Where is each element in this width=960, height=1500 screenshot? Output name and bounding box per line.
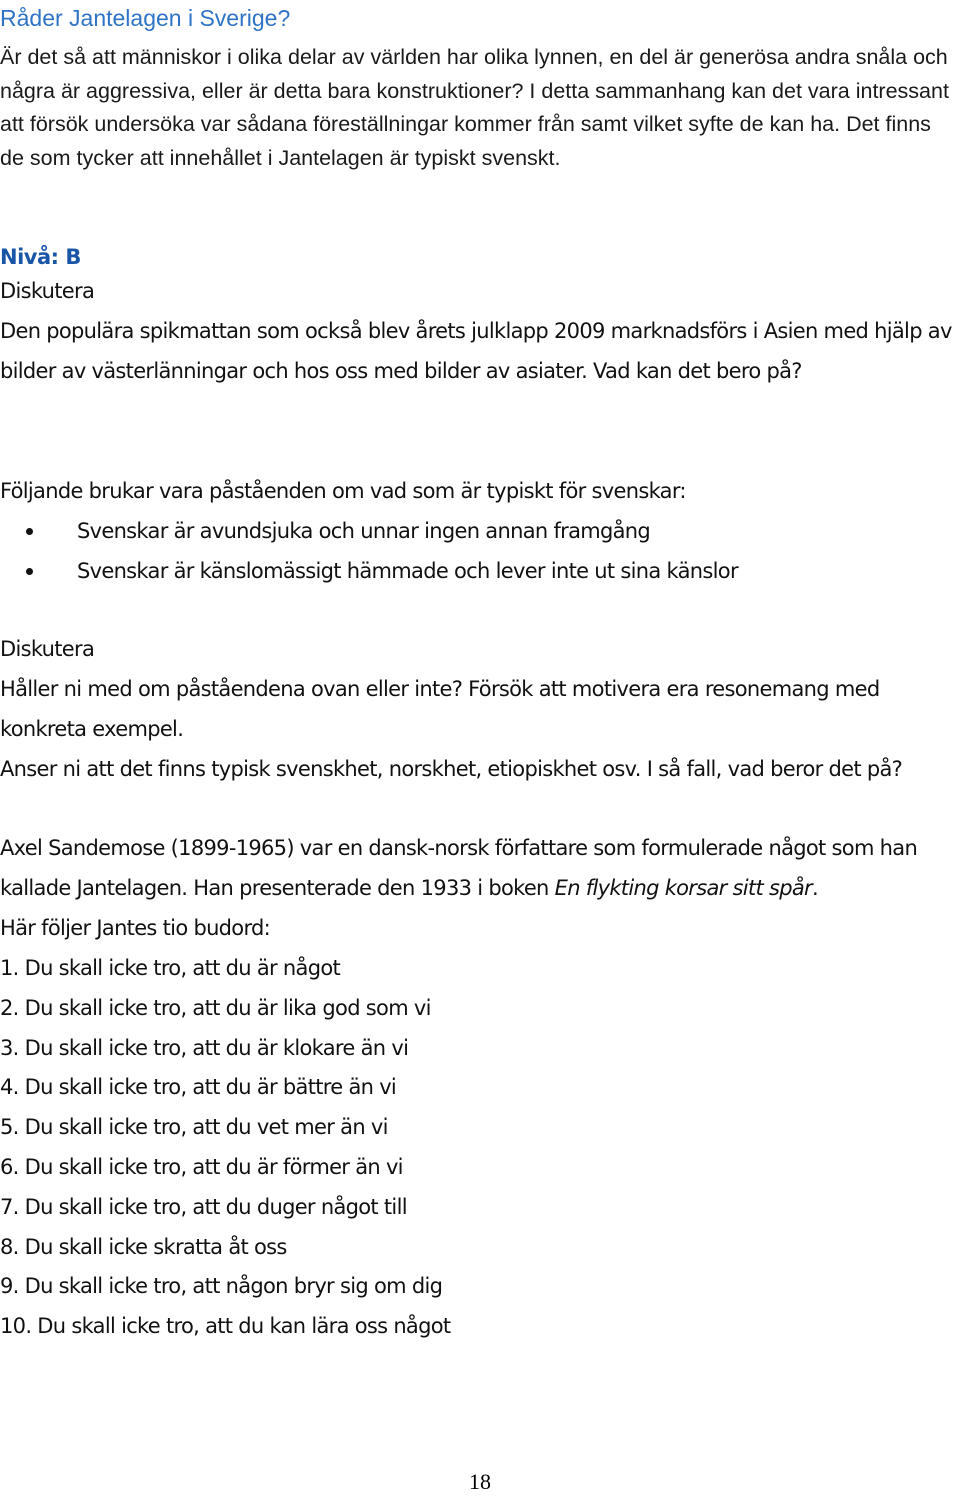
list-item [0,551,958,591]
list-item: 2. Du skall icke tro, att du är lika god som vi [0,995,431,1020]
list-item: 8. Du skall icke skratta åt oss [0,1234,287,1259]
discuss-heading-2: Diskutera [0,637,95,661]
discuss-heading-1: Diskutera [0,279,95,303]
bullet-icon [26,528,33,535]
list-item: 3. Du skall icke tro, att du är klokare än vi [0,1035,409,1060]
intro-paragraph: Är det så att människor i olika delar av världen har olika lynnen, en del är generösa andra snåla och några är aggressiva, eller är detta bara konstruktioner? I detta sammanhang kan det vara intressant att försök undersöka var sådana föreställningar kommer från samt vilket syfte de kan ha. Det finns de som tycker att innehållet i Jantelagen är typiskt svenskt. [0,45,949,170]
spikmatta-paragraph: Den populära spikmattan som också blev årets julklapp 2009 marknadsförs i Asien med hjälp av bilder av västerlänningar och hos oss med bilder av asiater. Vad kan det bero på? [0,319,952,383]
list-item: 9. Du skall icke tro, att någon bryr sig om dig [0,1274,443,1299]
sandemose-period: . [811,876,818,900]
list-item-text: Svenskar är känslomässigt hämmade och lever inte ut sina känslor [77,559,738,583]
list-item [0,511,958,551]
sandemose-paragraph [0,828,958,948]
list-item-text: Svenskar är avundsjuka och unnar ingen annan framgång [77,519,651,543]
book-title: En flykting korsar sitt spår [554,876,812,900]
list-item: 1. Du skall icke tro, att du är något [0,956,341,980]
jante-rules-list [0,948,958,1346]
claims-intro-paragraph: Följande brukar vara påståenden om vad som är typiskt för svenskar: [0,479,686,503]
claims-list [0,511,958,591]
list-item: 6. Du skall icke tro, att du är förmer än vi [0,1154,403,1179]
sandemose-text: Axel Sandemose (1899-1965) var en dansk-norsk författare som formulerade något som han kallade Jantelagen. Han presenterade den 1933 i boken [0,836,918,900]
list-item: 5. Du skall icke tro, att du vet mer än vi [0,1115,388,1140]
list-item: 7. Du skall icke tro, att du duger något till [0,1194,407,1219]
identity-paragraph: Anser ni att det finns typisk svenskhet, norskhet, etiopiskhet osv. I så fall, vad beror det på? [0,757,903,781]
page-number: 18 [469,1469,491,1494]
list-item: 10. Du skall icke tro, att du kan lära oss något [0,1314,451,1339]
page-title: Råder Jantelagen i Sverige? [0,5,291,31]
rules-intro: Här följer Jantes tio budord: [0,916,271,940]
level-heading: Nivå: B [0,245,81,269]
bullet-icon [26,568,33,575]
list-item: 4. Du skall icke tro, att du är bättre än vi [0,1075,397,1100]
agree-paragraph: Håller ni med om påståendena ovan eller inte? Försök att motivera era resonemang med konkreta exempel. [0,677,880,741]
